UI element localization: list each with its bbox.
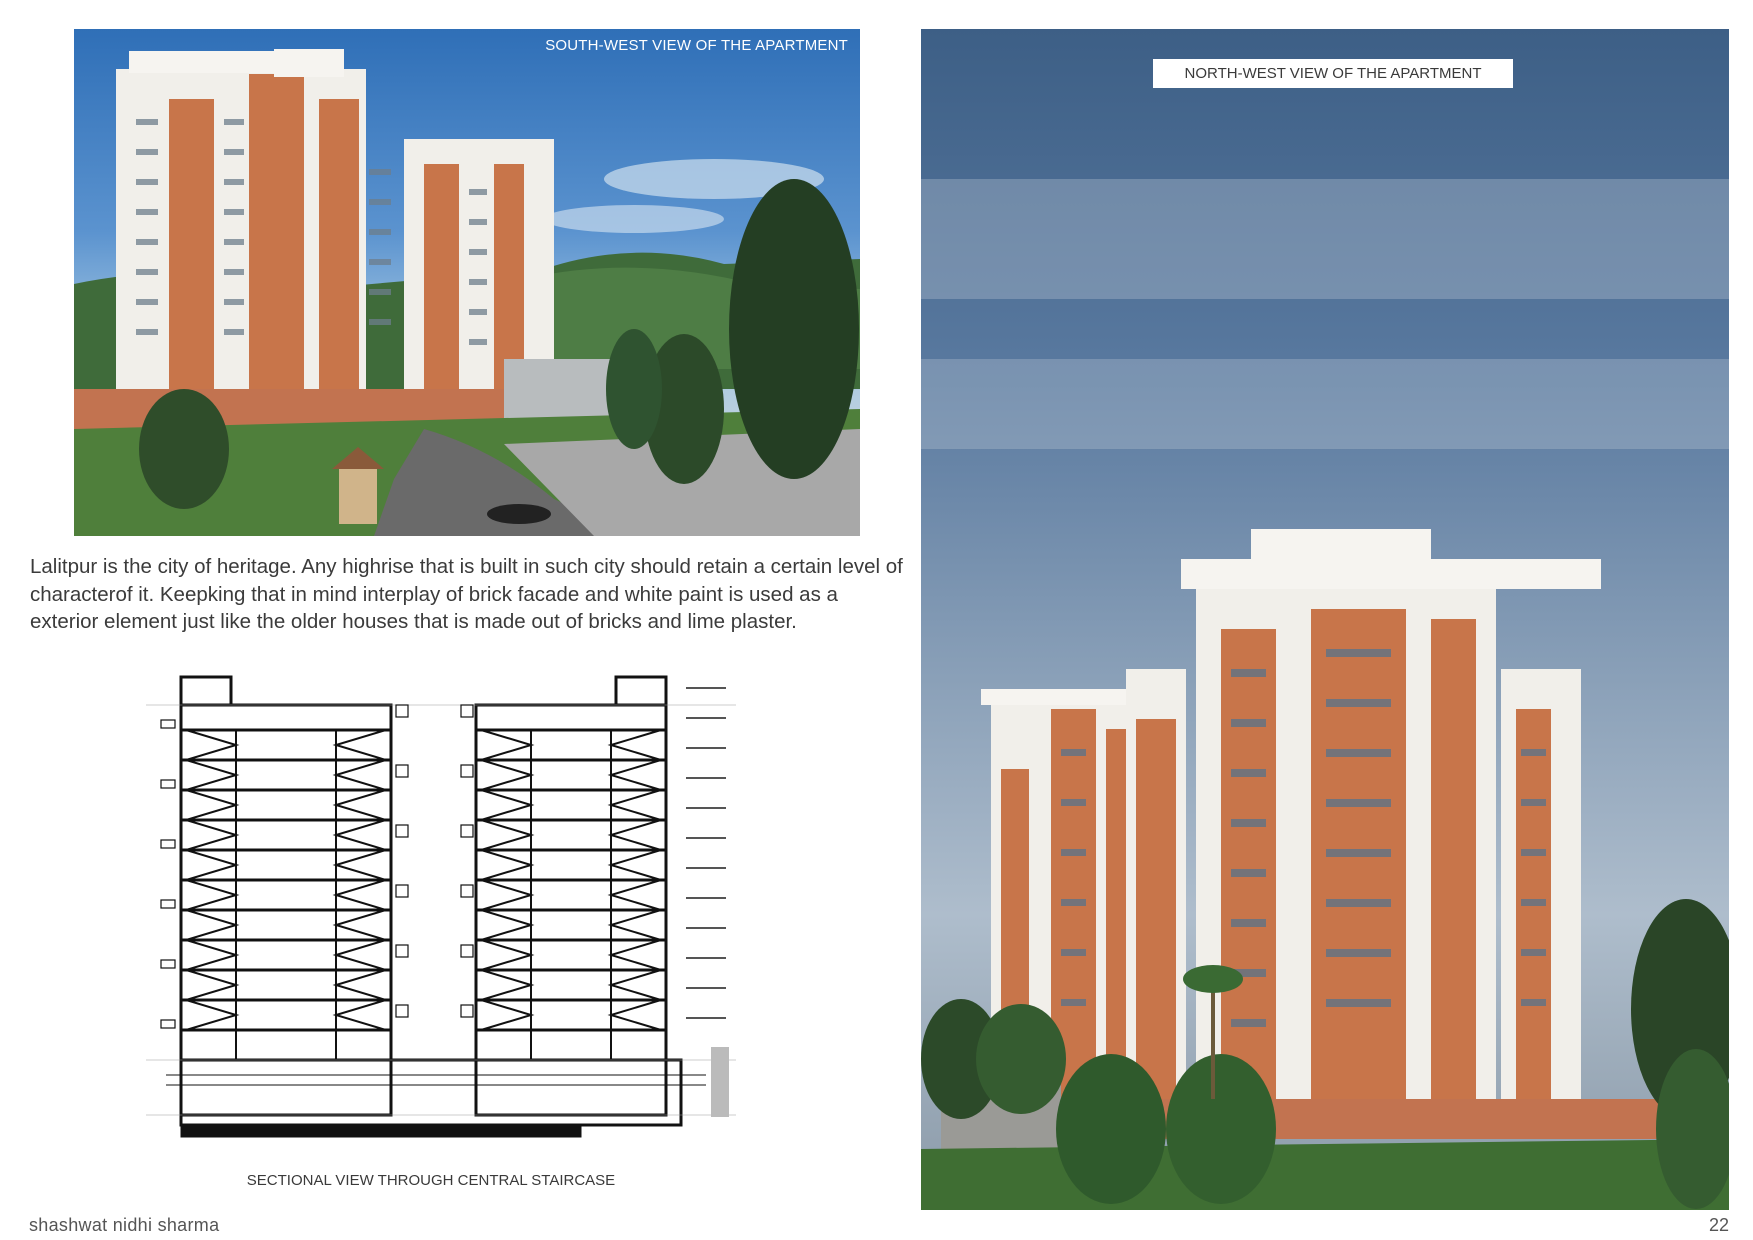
north-west-render-illustration <box>921 29 1729 1210</box>
author-name: shashwat nidhi sharma <box>29 1215 220 1235</box>
section-caption: SECTIONAL VIEW THROUGH CENTRAL STAIRCASE <box>246 1172 616 1189</box>
sectional-drawing <box>146 675 806 1165</box>
section-drawing-illustration <box>146 675 806 1165</box>
page-number: 22 <box>1708 1215 1729 1235</box>
south-west-render-illustration <box>74 29 860 536</box>
north-west-view-caption: NORTH-WEST VIEW OF THE APARTMENT <box>1153 59 1513 88</box>
south-west-view-caption: SOUTH-WEST VIEW OF THE APARTMENT <box>545 37 848 54</box>
north-west-render-image <box>921 29 1729 1210</box>
description-paragraph: Lalitpur is the city of heritage. Any highrise that is built in such city should retain a certain level of characterof it. Keepking that in mind interplay of brick facade and white paint is used as a exterior element just like the older houses that is made out of bricks and lime plaster. <box>30 555 903 633</box>
south-west-render-image <box>74 29 860 536</box>
